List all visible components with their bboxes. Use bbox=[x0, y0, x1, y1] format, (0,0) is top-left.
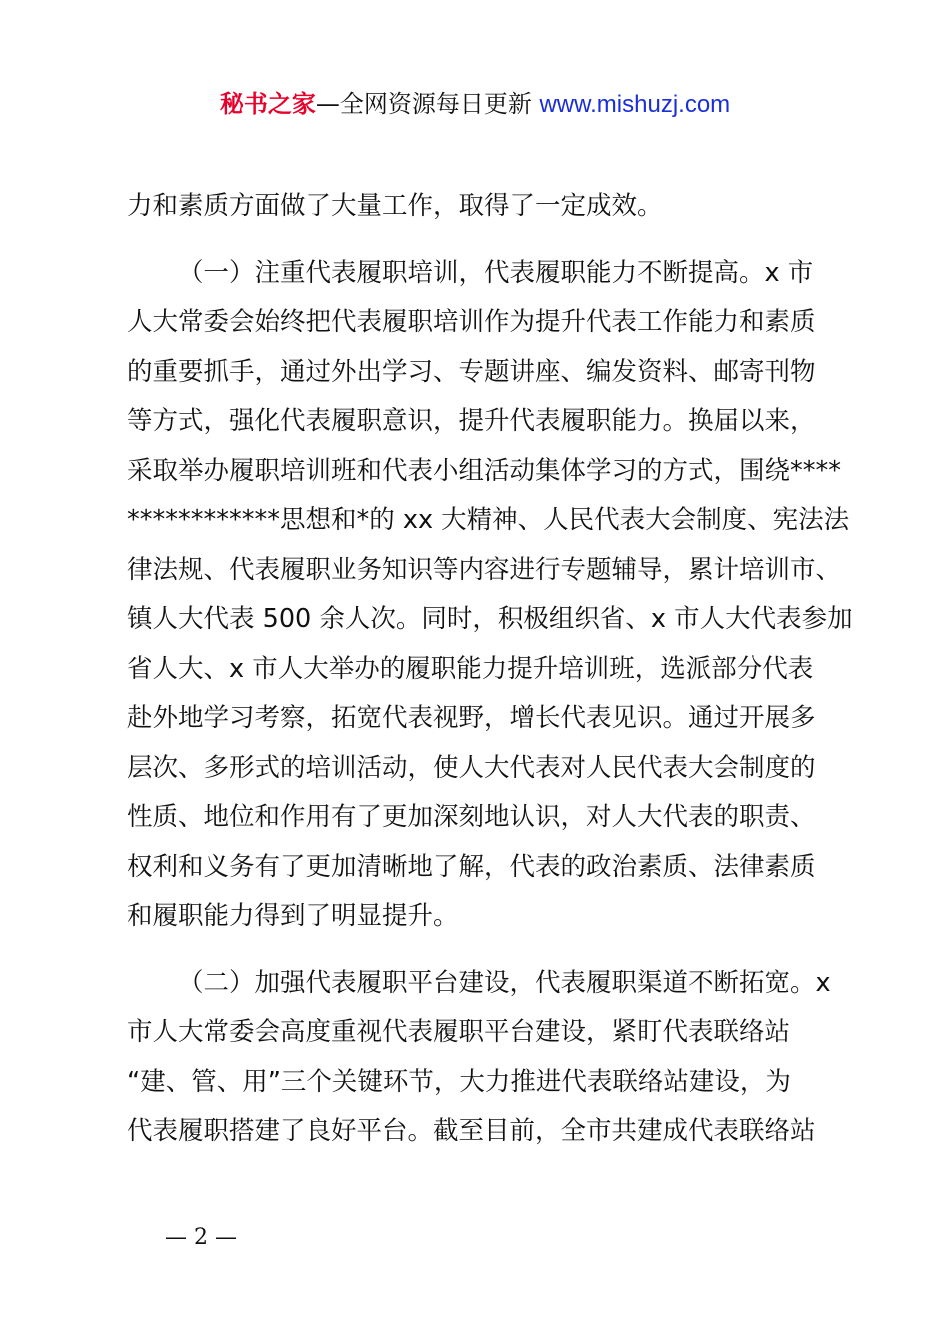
text-line: 性质、地位和作用有了更加深刻地认识，对人大代表的职责、 bbox=[127, 802, 816, 832]
text-line: 层次、多形式的培训活动，使人大代表对人民代表大会制度的 bbox=[127, 752, 816, 783]
brand-name: 秘书之家 bbox=[219, 90, 316, 118]
paragraph-section-1 bbox=[127, 249, 853, 942]
paragraph-heading-line: （一）注重代表履职培训，代表履职能力不断提高。x 市 bbox=[178, 257, 814, 288]
text-line: 律法规、代表履职业务知识等内容进行专题辅导，累计培训市、 bbox=[127, 554, 842, 585]
text-line: 人大常委会始终把代表履职培训作为提升代表工作能力和素质 bbox=[127, 307, 816, 337]
page-header bbox=[0, 86, 950, 123]
text-line: 采取举办履职培训班和代表小组活动集体学习的方式，围绕**** bbox=[127, 455, 842, 486]
document-body bbox=[127, 182, 853, 1157]
page-number: — 2 — bbox=[165, 1225, 237, 1250]
website-link[interactable]: www.mishuzj.com bbox=[539, 91, 731, 118]
paragraph-continuation bbox=[127, 182, 837, 232]
text-line: 市人大常委会高度重视代表履职平台建设，紧盯代表联络站 bbox=[127, 1017, 791, 1047]
text-line: ************思想和*的 xx 大精神、人民代表大会制度、宪法法 bbox=[127, 505, 850, 535]
text-line: 的重要抓手，通过外出学习、专题讲座、编发资料、邮寄刊物 bbox=[127, 356, 816, 387]
text-line: 镇人大代表 500 余人次。同时，积极组织省、x 市人大代表参加 bbox=[127, 604, 853, 634]
text-line: 代表履职搭建了良好平台。截至目前，全市共建成代表联络站 bbox=[127, 1116, 816, 1146]
text-line: “建、管、用”三个关键环节，大力推进代表联络站建设，为 bbox=[127, 1066, 791, 1097]
paragraph-heading-line: （二）加强代表履职平台建设，代表履职渠道不断拓宽。x bbox=[178, 967, 831, 998]
text-line: 赴外地学习考察，拓宽代表视野，增长代表见识。通过开展多 bbox=[127, 703, 816, 733]
text-line: 等方式，强化代表履职意识，提升代表履职能力。换届以来， bbox=[127, 406, 816, 436]
paragraph-section-2 bbox=[127, 959, 837, 1157]
header-tagline: —全网资源每日更新 bbox=[315, 90, 540, 118]
text-line: 力和素质方面做了大量工作，取得了一定成效。 bbox=[127, 191, 663, 221]
text-line: 和履职能力得到了明显提升。 bbox=[127, 901, 459, 931]
text-line: 权利和义务有了更加清晰地了解，代表的政治素质、法律素质 bbox=[127, 851, 816, 882]
text-line: 省人大、x 市人大举办的履职能力提升培训班，选派部分代表 bbox=[127, 653, 814, 684]
